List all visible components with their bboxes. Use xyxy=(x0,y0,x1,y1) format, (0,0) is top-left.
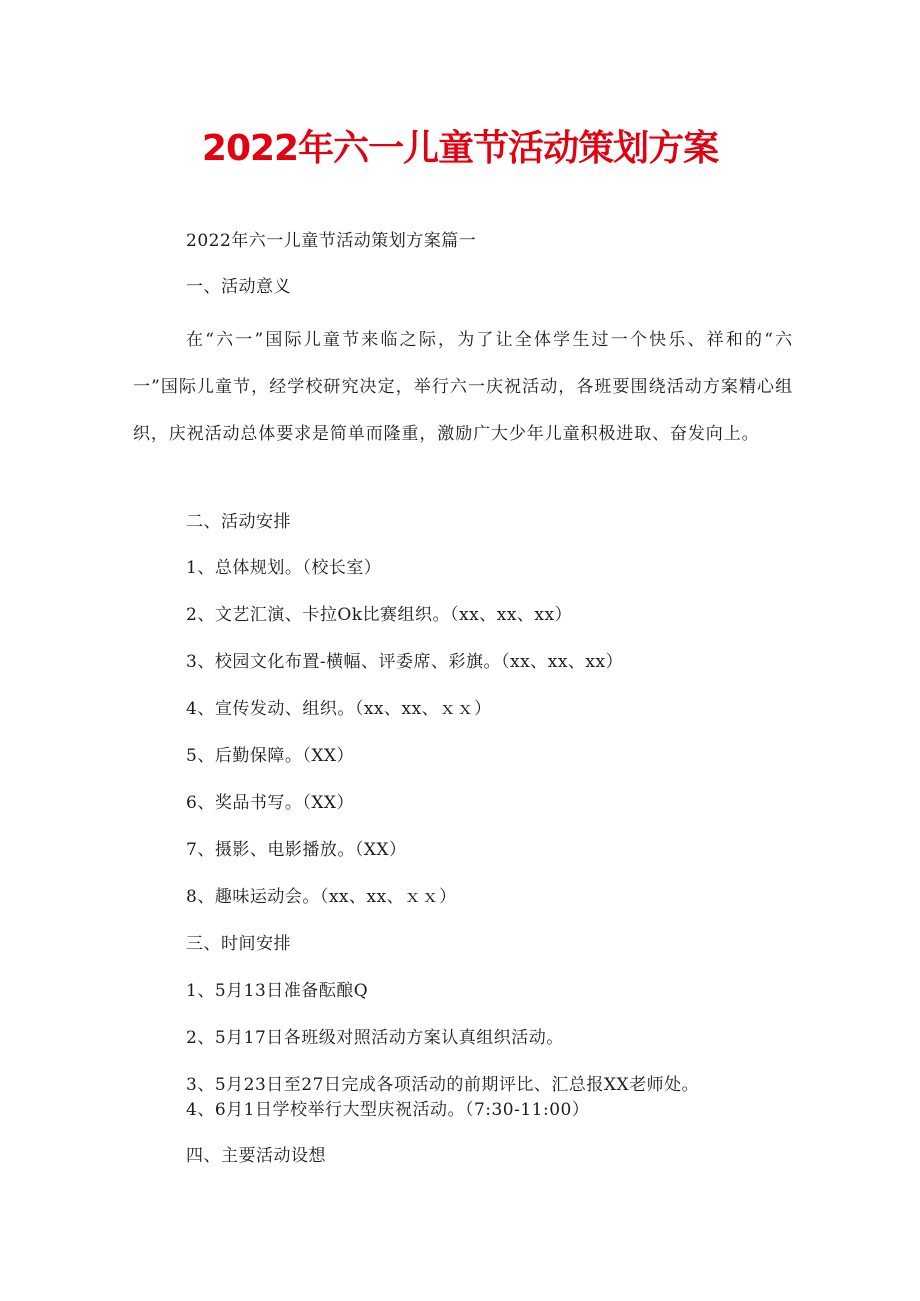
list-item: 3、5月23日至27日完成各项活动的前期评比、汇总报XX老师处。 xyxy=(186,1075,700,1095)
list-item: 8、趣味运动会。（xx、xx、ｘｘ） xyxy=(186,887,457,907)
section-heading-1: 一、活动意义 xyxy=(186,277,291,297)
list-item: 1、5月13日准备酝酿Q xyxy=(186,981,369,1001)
list-item: 5、后勤保障。（XX） xyxy=(186,746,355,766)
section-heading-3: 三、时间安排 xyxy=(186,934,291,954)
document-title: 2022年六一儿童节活动策划方案 xyxy=(201,128,719,169)
section-1-paragraph: 在“六一”国际儿童节来临之际，为了让全体学生过一个快乐、祥和的“六一”国际儿童节，经学校研究决定，举行六一庆祝活动，各班要围绕活动方案精心组织，庆祝活动总体要求是简单而隆重，激励广大少年儿童积极进取、奋发向上。 xyxy=(133,330,793,444)
list-item: 6、奖品书写。（XX） xyxy=(186,793,355,813)
list-item: 7、摄影、电影播放。（XX） xyxy=(186,840,407,860)
document-subtitle: 2022年六一儿童节活动策划方案篇一 xyxy=(186,231,477,251)
list-item: 4、宣传发动、组织。（xx、xx、ｘｘ） xyxy=(186,699,492,719)
section-heading-2: 二、活动安排 xyxy=(186,512,291,532)
list-item: 1、总体规划。（校长室） xyxy=(186,558,382,578)
list-item: 4、6月1日学校举行大型庆祝活动。（7:30-11:00） xyxy=(186,1100,590,1120)
list-item: 2、文艺汇演、卡拉Ok比赛组织。（xx、xx、xx） xyxy=(186,605,573,625)
list-item: 3、校园文化布置-横幅、评委席、彩旗。（xx、xx、xx） xyxy=(186,652,624,672)
section-heading-4: 四、主要活动设想 xyxy=(186,1146,326,1166)
list-item: 2、5月17日各班级对照活动方案认真组织活动。 xyxy=(186,1028,564,1048)
